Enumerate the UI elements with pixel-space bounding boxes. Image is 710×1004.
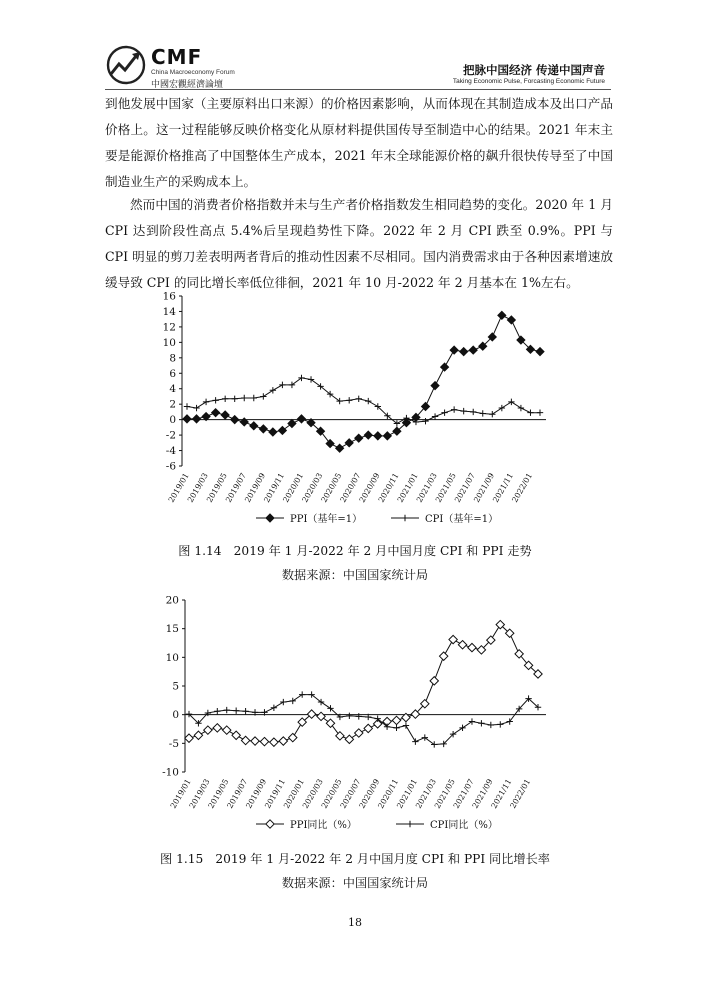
- data-point: [297, 415, 305, 423]
- data-point: [221, 411, 229, 419]
- data-point: [488, 722, 494, 728]
- x-tick-label: 2020/09: [357, 471, 382, 505]
- data-point: [459, 725, 465, 731]
- cpi-ppi-yoy-chart: [150, 590, 570, 838]
- data-point: [271, 705, 277, 711]
- page-header: [0, 0, 710, 90]
- data-point: [460, 408, 466, 414]
- x-tick-label: 2019/05: [206, 777, 231, 811]
- data-point: [508, 399, 514, 405]
- data-point: [184, 403, 190, 409]
- x-tick-label: 2020/11: [376, 471, 401, 505]
- data-point: [432, 413, 438, 419]
- data-point: [336, 398, 342, 404]
- data-point: [251, 395, 257, 401]
- x-tick-label: 2019/07: [223, 471, 248, 505]
- x-tick-label: 2020/01: [281, 777, 306, 811]
- data-point: [233, 707, 239, 713]
- data-point: [279, 737, 287, 745]
- cmf-logo-mark-icon: [105, 44, 147, 86]
- y-tick-label: 5: [172, 680, 179, 693]
- data-point: [422, 418, 428, 424]
- data-point: [537, 409, 543, 415]
- data-point: [222, 396, 228, 402]
- logo-subtitle-cn: 中國宏觀經濟論壇: [151, 80, 224, 90]
- y-tick-label: -2: [165, 429, 176, 442]
- data-point: [431, 382, 439, 390]
- x-tick-label: 2019/07: [225, 777, 250, 811]
- data-point: [280, 699, 286, 705]
- x-tick-label: 2019/05: [204, 471, 229, 505]
- x-tick-label: 2021/07: [451, 777, 476, 811]
- paragraph-2: 然而中国的消费者价格指数并未与生产者价格指数发生相同趋势的变化。2020 年 1 月 CPI 达到阶段性高点 5.4%后呈现趋势性下降。2022 年 2 月 CPI 跌至 0.9%。PPI 与 CPI 明显的剪刀差表明两者背后的推动性因素不尽相同。国内消费需求由于各种因素增速放缓导致 CPI 的同比增长率低位徘徊，2021 年 10 月-2022 年 2 月基本在 1%左右。: [105, 197, 613, 290]
- y-tick-label: 4: [169, 383, 176, 396]
- y-tick-label: 20: [165, 594, 179, 607]
- x-tick-label: 2021/11: [491, 471, 516, 505]
- data-point: [451, 406, 457, 412]
- data-point: [223, 726, 231, 734]
- data-point: [288, 420, 296, 428]
- data-point: [232, 731, 240, 739]
- y-tick-label: 12: [162, 321, 176, 334]
- data-point: [289, 733, 297, 741]
- data-point: [497, 721, 503, 727]
- x-tick-label: 2020/07: [338, 471, 363, 505]
- data-point: [203, 399, 209, 405]
- data-point: [527, 409, 533, 415]
- x-tick-label: 2019/09: [243, 471, 268, 505]
- data-point: [469, 718, 475, 724]
- data-point: [518, 405, 524, 411]
- data-point: [469, 346, 477, 354]
- data-point: [407, 821, 413, 827]
- data-point: [478, 720, 484, 726]
- data-point: [259, 425, 267, 433]
- y-tick-label: 2: [169, 398, 176, 411]
- data-point: [345, 439, 353, 447]
- y-tick-label: -10: [162, 766, 179, 779]
- data-point: [278, 426, 286, 434]
- data-point: [449, 635, 457, 643]
- data-point: [193, 415, 201, 423]
- figure-2-source: 数据来源：中国国家统计局: [281, 876, 429, 890]
- cpi-ppi-index-chart: [150, 282, 570, 534]
- data-point: [356, 713, 362, 719]
- x-tick-label: 2021/03: [414, 471, 439, 505]
- data-point: [536, 348, 544, 356]
- x-tick-label: 2019/11: [263, 777, 288, 811]
- data-point: [326, 440, 334, 448]
- x-tick-label: 2019/11: [262, 471, 287, 505]
- logo-subtitle-en: China Macroeconomy Forum: [151, 69, 235, 76]
- data-point: [441, 409, 447, 415]
- header-divider: [105, 89, 611, 90]
- data-point: [441, 363, 449, 371]
- data-point: [204, 726, 212, 734]
- y-tick-label: -6: [165, 460, 176, 473]
- data-point: [260, 393, 266, 399]
- data-point: [430, 677, 438, 685]
- y-tick-label: 0: [169, 414, 176, 427]
- y-tick-label: -4: [165, 445, 176, 458]
- x-tick-label: 2021/05: [433, 471, 458, 505]
- data-point: [269, 428, 277, 436]
- data-point: [266, 820, 274, 828]
- legend-label: PPI（基年=1）: [290, 514, 363, 525]
- data-point: [431, 741, 437, 747]
- data-point: [214, 708, 220, 714]
- data-point: [356, 396, 362, 402]
- data-point: [251, 737, 259, 745]
- data-point: [439, 652, 447, 660]
- x-tick-label: 2021/09: [470, 777, 495, 811]
- data-point: [499, 405, 505, 411]
- data-point: [224, 707, 230, 713]
- x-tick-label: 2020/11: [376, 777, 401, 811]
- data-point: [412, 738, 418, 744]
- series-line: [187, 315, 540, 448]
- data-point: [364, 724, 372, 732]
- x-tick-label: 2020/05: [319, 471, 344, 505]
- legend-label: PPI同比（%）: [290, 820, 357, 831]
- y-tick-label: 0: [172, 709, 179, 722]
- x-tick-label: 2020/03: [300, 777, 325, 811]
- y-tick-label: 6: [169, 367, 176, 380]
- y-tick-label: 8: [169, 352, 176, 365]
- figure-1-caption: 图 1.14 2019 年 1 月-2022 年 2 月中国月度 CPI 和 PPI 走势: [178, 544, 532, 558]
- data-point: [290, 698, 296, 704]
- data-point: [270, 738, 278, 746]
- data-point: [241, 736, 249, 744]
- x-tick-label: 2020/01: [281, 471, 306, 505]
- data-point: [270, 387, 276, 393]
- data-point: [365, 398, 371, 404]
- x-tick-label: 2021/07: [452, 471, 477, 505]
- data-point: [345, 735, 353, 743]
- y-tick-label: 10: [165, 651, 179, 664]
- x-tick-label: 2020/03: [300, 471, 325, 505]
- data-point: [183, 415, 191, 423]
- series-line: [189, 695, 538, 745]
- y-tick-label: 15: [165, 623, 179, 636]
- data-point: [241, 395, 247, 401]
- x-tick-label: 2020/05: [319, 777, 344, 811]
- data-point: [364, 431, 372, 439]
- data-point: [212, 397, 218, 403]
- data-point: [498, 311, 506, 319]
- data-point: [213, 724, 221, 732]
- header-slogan-en: Taking Economic Pulse, Forcasting Economic Future: [452, 78, 605, 85]
- x-tick-label: 2020/07: [338, 777, 363, 811]
- data-point: [231, 416, 239, 424]
- data-point: [450, 346, 458, 354]
- x-tick-label: 2021/11: [489, 777, 514, 811]
- data-point: [402, 515, 408, 521]
- x-tick-label: 2021/01: [395, 777, 420, 811]
- data-point: [279, 382, 285, 388]
- x-tick-label: 2019/03: [187, 777, 212, 811]
- y-tick-label: 16: [162, 290, 176, 303]
- data-point: [470, 409, 476, 415]
- x-tick-label: 2019/01: [166, 471, 191, 505]
- data-point: [232, 396, 238, 402]
- data-point: [489, 411, 495, 417]
- data-point: [242, 708, 248, 714]
- figure-2-caption: 图 1.15 2019 年 1 月-2022 年 2 月中国月度 CPI 和 PPI 同比增长率: [160, 852, 550, 866]
- data-point: [193, 405, 199, 411]
- data-point: [336, 732, 344, 740]
- data-point: [374, 432, 382, 440]
- data-point: [480, 410, 486, 416]
- data-point: [194, 731, 202, 739]
- x-tick-label: 2021/03: [413, 777, 438, 811]
- figure-1-source: 数据来源：中国国家统计局: [281, 568, 429, 582]
- data-point: [326, 719, 334, 727]
- data-point: [317, 712, 325, 720]
- x-tick-label: 2021/01: [395, 471, 420, 505]
- series-line: [187, 378, 540, 424]
- y-tick-label: 14: [162, 305, 176, 318]
- x-tick-label: 2020/09: [357, 777, 382, 811]
- x-tick-label: 2022/01: [510, 471, 535, 505]
- data-point: [260, 737, 268, 745]
- data-point: [212, 409, 220, 417]
- data-point: [507, 316, 515, 324]
- data-point: [250, 422, 258, 430]
- data-point: [299, 691, 305, 697]
- data-point: [346, 713, 352, 719]
- x-tick-label: 2021/09: [472, 471, 497, 505]
- data-point: [468, 643, 476, 651]
- logo-text: CMF: [151, 45, 203, 69]
- data-point: [392, 716, 400, 724]
- data-point: [336, 444, 344, 452]
- data-point: [383, 432, 391, 440]
- cmf-logo: [105, 44, 275, 90]
- legend-label: CPI（基年=1）: [425, 514, 499, 525]
- data-point: [355, 729, 363, 737]
- paragraph-1: 到他发展中国家（主要原料出口来源）的价格因素影响，从而体现在其制造成本及出口产品价格上。这一过程能够反映价格变化从原材料提供国传导至制造中心的结果。2021 年末主要是能源价格推高了中国整体生产成本，2021 年末全球能源价格的飙升很快传导至了中国制造业生产的采购成本上。: [105, 96, 613, 189]
- page-number: 18: [348, 916, 362, 929]
- x-tick-label: 2019/03: [185, 471, 210, 505]
- data-point: [393, 725, 399, 731]
- header-slogan-cn: 把脉中国经济 传递中国声音: [462, 63, 605, 77]
- x-tick-label: 2019/01: [168, 777, 193, 811]
- x-tick-label: 2019/09: [244, 777, 269, 811]
- data-point: [403, 722, 409, 728]
- y-tick-label: 10: [162, 336, 176, 349]
- data-point: [346, 397, 352, 403]
- data-point: [460, 348, 468, 356]
- y-tick-label: -5: [168, 737, 179, 750]
- legend-label: CPI同比（%）: [430, 820, 498, 831]
- data-point: [266, 514, 274, 522]
- data-point: [355, 434, 363, 442]
- x-tick-label: 2021/05: [432, 777, 457, 811]
- data-point: [458, 641, 466, 649]
- x-tick-label: 2022/01: [508, 777, 533, 811]
- data-point: [185, 734, 193, 742]
